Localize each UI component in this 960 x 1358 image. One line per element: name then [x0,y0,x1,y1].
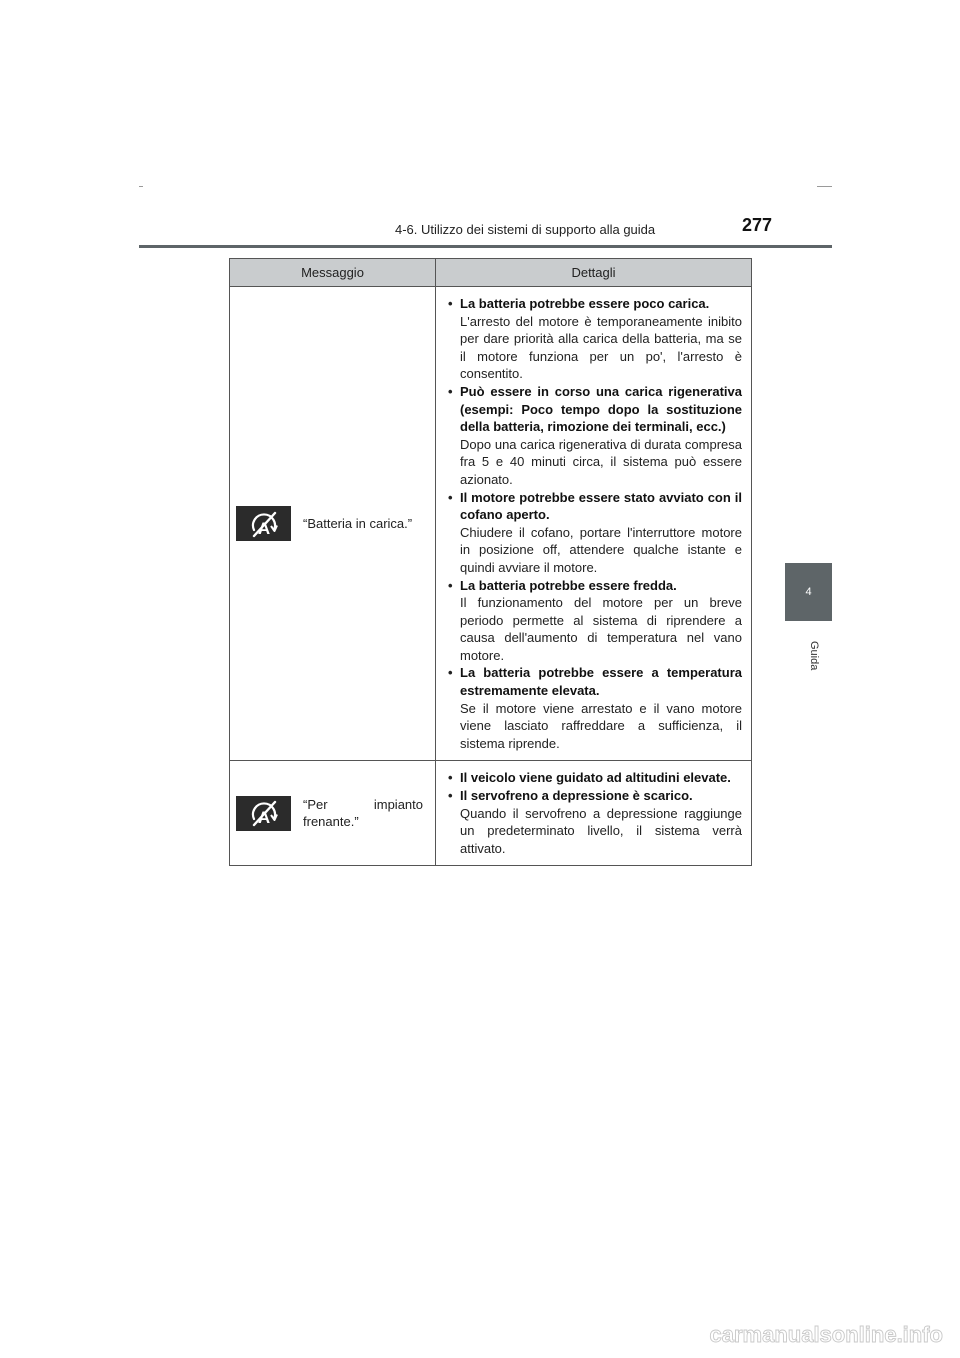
page-number: 277 [742,215,773,235]
message-table [229,258,752,866]
bullet-title: • La batteria potrebbe essere fredda. [460,577,677,593]
message-cell [230,761,436,866]
bullet-body: Chiudere il cofano, portare l'interruttore motore in posizione off, attendere qualche istante e quindi avviare il motore. [460,524,742,575]
stop-start-off-icon [236,506,291,541]
header-details: Dettagli [436,259,752,287]
bullet-title: • Il servofreno a depressione è scarico. [460,788,693,804]
message-text: “Per impianto frenante.” [303,796,423,830]
svg-text:carmanualsonline.info: carmanualsonline.info [709,1322,943,1347]
details-cell [436,287,752,761]
chapter-tab-number: 4 [805,586,812,598]
bullet-title: • Il motore potrebbe essere stato avviato con il cofano aperto. [460,489,742,523]
table-row [230,761,752,866]
chapter-tab [785,563,832,621]
bullet-body: L'arresto del motore è temporaneamente inibito per dare priorità alla carica della batteria, ma se il motore funziona per un po', l'arresto è consentito. [460,313,742,382]
section-title: 4-6. Utilizzo dei sistemi di supporto alla guida [395,222,656,237]
crop-mark-left [139,186,143,187]
list-item [446,295,742,383]
bullet-title: • La batteria potrebbe essere a temperatura estremamente elevata. [460,665,742,699]
header-message: Messaggio [230,259,436,287]
table-header-row [230,259,752,287]
message-text: “Batteria in carica.” [303,515,413,531]
svg-text:A: A [257,518,270,538]
header-rule [139,245,832,248]
list-item [446,769,742,787]
chapter-tab-label: Guida [808,641,820,671]
bullet-body: Quando il servofreno a depressione raggiunge un predeterminato livello, il sistema verrà attivato. [460,805,742,856]
bullet-title: • Può essere in corso una carica rigenerativa (esempi: Poco tempo dopo la sostituzione della batteria, rimozione dei terminali, ecc.) [460,383,742,435]
list-item [446,664,742,752]
table-row [230,287,752,761]
bullet-title: • Il veicolo viene guidato ad altitudini elevate. [460,770,731,786]
list-item [446,577,742,665]
list-item [446,787,742,857]
list-item [446,489,742,577]
crop-mark-right [817,186,832,187]
bullet-body: Il funzionamento del motore per un breve periodo permette al sistema di riprendere a causa dell'aumento di temperatura nel vano motore. [460,595,742,663]
svg-text:A: A [257,808,270,828]
bullet-body: Se il motore viene arrestato e il vano motore viene lasciato raffreddare a sufficienza, il sistema riprende. [460,700,742,751]
bullet-title: • La batteria potrebbe essere poco carica. [460,296,710,311]
list-item [446,383,742,489]
bullet-body: Dopo una carica rigenerativa di durata compresa fra 5 e 40 minuti circa, il sistema può essere azionato. [460,436,742,487]
details-cell [436,761,752,866]
message-cell [230,287,436,761]
stop-start-off-icon [236,796,291,831]
